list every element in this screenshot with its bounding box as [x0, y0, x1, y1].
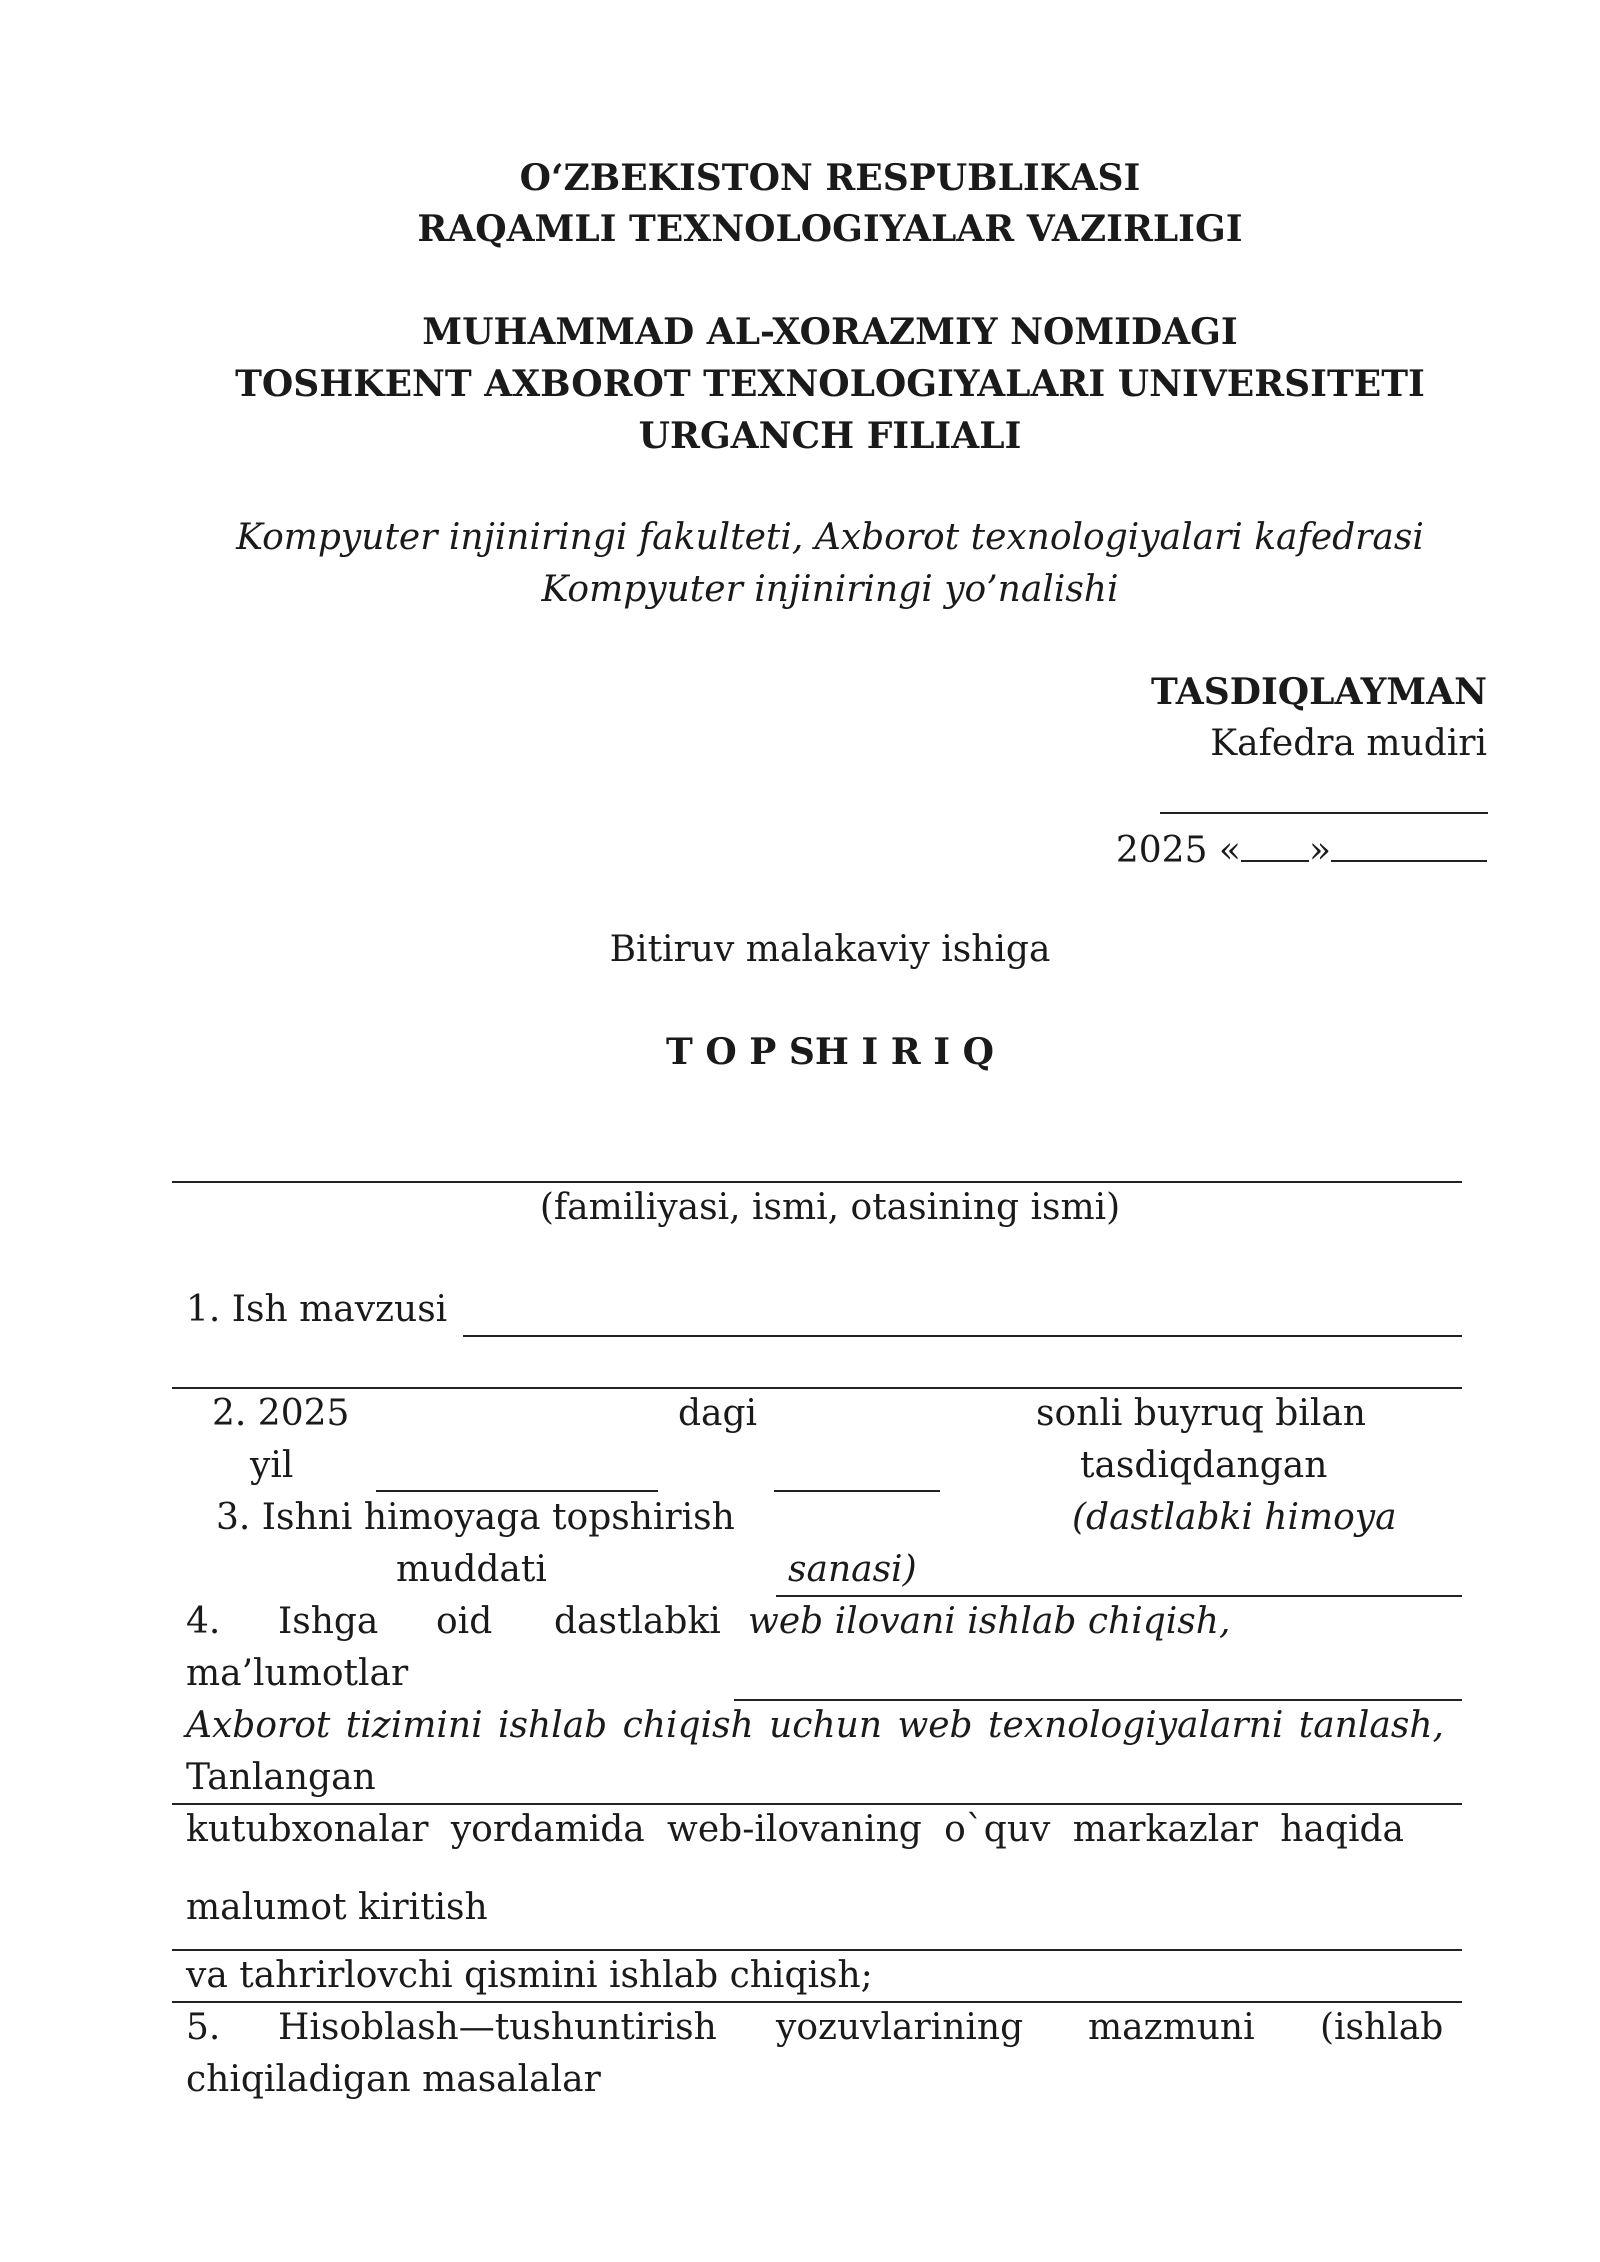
item2-tasdiq: tasdiqdangan [1080, 1445, 1328, 1486]
direction-line: Kompyuter injiniringi yo’nalishi [541, 569, 1119, 610]
item4-line-6: va tahrirlovchi qismini ishlab chiqish; [186, 1955, 873, 1996]
signature-line [1160, 812, 1488, 814]
item5-word-2: yozuvlarining [776, 2007, 1024, 2048]
document-subtitle: Bitiruv malakaviy ishiga [609, 929, 1051, 970]
item4-word-3: dastlabki [554, 1601, 721, 1642]
item5-word-3: mazmuni [1088, 2007, 1255, 2048]
item2-year: 2. 2025 [212, 1393, 350, 1434]
ministry-line-2: RAQAMLI TEXNOLOGIYALAR VAZIRLIGI [417, 208, 1243, 250]
item5-line-2: chiqiladigan masalalar [186, 2059, 601, 2100]
document-title: T O P SH I R I Q [666, 1031, 994, 1073]
approval-date [1116, 820, 1487, 877]
item4-line-5: malumot kiritish [186, 1887, 488, 1928]
item5-word-1: Hisoblash—tushuntirish [278, 2007, 717, 2048]
month-blank [1331, 820, 1487, 862]
university-line-2: TOSHKENT AXBOROT TEXNOLOGIYALARI UNIVERSITETI [235, 363, 1425, 405]
item1-label: 1. Ish mavzusi [186, 1289, 448, 1330]
ministry-line-1: O‘ZBEKISTON RESPUBLIKASI [519, 157, 1141, 199]
item1-line [463, 1335, 1462, 1337]
faculty-line: Kompyuter injiniringi fakulteti, Axborot texnologiyalari kafedrasi [236, 517, 1424, 558]
item3-note-1: (dastlabki himoya [1072, 1497, 1397, 1538]
university-line-1: MUHAMMAD AL-XORAZMIY NOMIDAGI [422, 311, 1238, 353]
item2-dagi: dagi [678, 1393, 758, 1434]
item2-number-blank [774, 1490, 940, 1492]
day-blank [1241, 820, 1309, 862]
item4-line-4: kutubxonalar yordamida web-ilovaning o`quv markazlar haqida [186, 1809, 1404, 1850]
approval-year: 2025 « [1115, 830, 1241, 871]
approval-title: TASDIQLAYMAN [1150, 671, 1487, 713]
item4-word-1: Ishga [278, 1601, 379, 1642]
item2-sonli: sonli buyruq bilan [1036, 1393, 1366, 1434]
approval-role: Kafedra mudiri [1210, 723, 1487, 764]
item4-line-2: Axborot tizimini ishlab chiqish uchun web texnologiyalarni tanlash, [186, 1705, 1444, 1746]
name-caption: (familiyasi, ismi, otasining ismi) [539, 1187, 1121, 1228]
item4-word-2: oid [436, 1601, 493, 1642]
item4-line-3: Tanlangan [186, 1757, 376, 1798]
item3-muddati: muddati [396, 1549, 547, 1590]
item5-word-4: (ishlab [1320, 2007, 1444, 2048]
item2-yil: yil [250, 1445, 294, 1486]
item3-note-2: sanasi) [788, 1549, 917, 1590]
item4-label-2: ma’lumotlar [186, 1653, 409, 1694]
item4-num: 4. [186, 1601, 221, 1642]
item3-label: 3. Ishni himoyaga topshirish [216, 1497, 735, 1538]
item4-value: web ilovani ishlab chiqish, [748, 1601, 1231, 1642]
item5-num: 5. [186, 2007, 221, 2048]
quote-close: » [1308, 830, 1331, 871]
university-line-3: URGANCH FILIALI [638, 415, 1022, 457]
